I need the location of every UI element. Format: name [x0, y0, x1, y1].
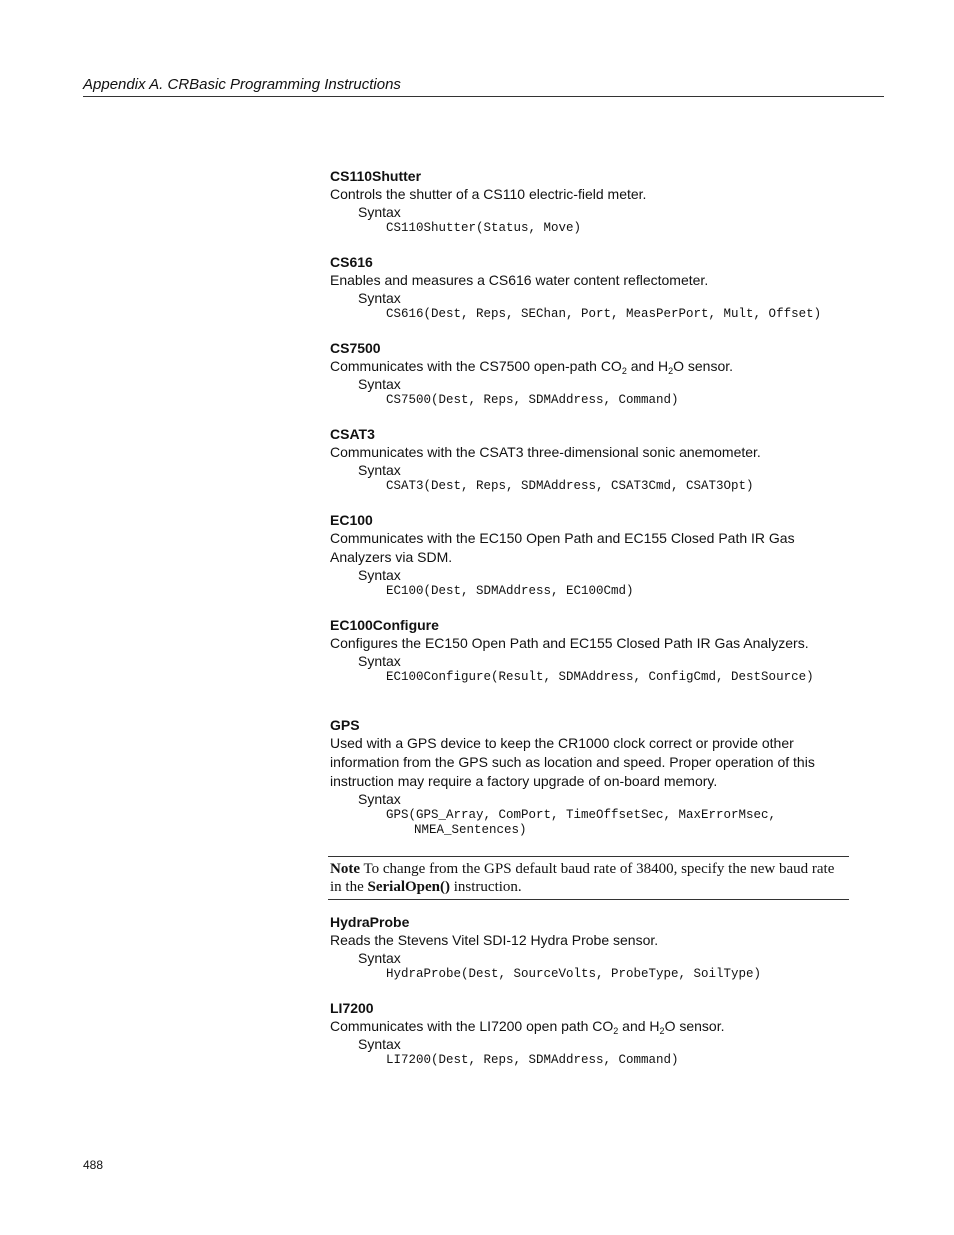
syntax-label: Syntax — [358, 791, 401, 807]
entry-li7200 — [330, 999, 850, 1068]
description-text: O sensor. — [664, 1018, 725, 1034]
syntax-code-continuation: NMEA_Sentences) — [414, 823, 527, 837]
entry-title: CS616 — [330, 254, 373, 270]
entry-csat3 — [330, 425, 850, 494]
syntax-code: LI7200(Dest, Reps, SDMAddress, Command) — [386, 1053, 679, 1067]
note-instruction-ref: SerialOpen() — [367, 879, 450, 895]
entry-description — [330, 1017, 850, 1036]
entry-cs110shutter — [330, 167, 850, 236]
entry-ec100 — [330, 511, 850, 599]
syntax-code: EC100Configure(Result, SDMAddress, ConfigCmd, DestSource) — [386, 670, 814, 684]
page-header — [83, 76, 884, 97]
syntax-label: Syntax — [358, 290, 401, 306]
description-text: and H — [618, 1018, 660, 1034]
entry-title: EC100 — [330, 512, 373, 528]
entry-cs616 — [330, 253, 850, 322]
entry-cs7500 — [330, 339, 850, 408]
syntax-label: Syntax — [358, 204, 401, 220]
subscript: 2 — [668, 366, 674, 376]
syntax-code: CS7500(Dest, Reps, SDMAddress, Command) — [386, 393, 679, 407]
header-title: Appendix A. CRBasic Programming Instructions — [83, 76, 401, 93]
entry-description — [330, 357, 850, 376]
entry-ec100configure — [330, 616, 850, 685]
syntax-label: Syntax — [358, 462, 401, 478]
syntax-code: GPS(GPS_Array, ComPort, TimeOffsetSec, MaxErrorMsec, — [386, 808, 777, 822]
entry-description: Communicates with the EC150 Open Path and EC155 Closed Path IR Gas Analyzers via SDM. — [330, 530, 795, 565]
description-text: and H — [626, 358, 669, 374]
entry-gps — [330, 716, 850, 838]
description-text: O sensor. — [673, 358, 734, 374]
entry-hydraprobe — [330, 913, 850, 982]
page-number: 488 — [83, 1158, 104, 1172]
syntax-code: EC100(Dest, SDMAddress, EC100Cmd) — [386, 584, 634, 598]
entry-description: Controls the shutter of a CS110 electric-field meter. — [330, 186, 647, 202]
entry-title: GPS — [330, 717, 360, 733]
syntax-label: Syntax — [358, 567, 401, 583]
entry-description: Enables and measures a CS616 water content reflectometer. — [330, 272, 709, 288]
syntax-label: Syntax — [358, 653, 401, 669]
syntax-label: Syntax — [358, 1036, 401, 1052]
syntax-label: Syntax — [358, 376, 401, 392]
entry-description: Reads the Stevens Vitel SDI-12 Hydra Probe sensor. — [330, 932, 659, 948]
entry-description: Used with a GPS device to keep the CR1000 clock correct or provide other information from the GPS such as location and speed. Proper operation of this instruction may require a factory upgrade of on-board memory. — [330, 735, 815, 789]
note-box — [328, 856, 849, 900]
entry-description: Communicates with the CSAT3 three-dimensional sonic anemometer. — [330, 444, 761, 460]
syntax-code: CSAT3(Dest, Reps, SDMAddress, CSAT3Cmd, CSAT3Opt) — [386, 479, 754, 493]
syntax-code: CS616(Dest, Reps, SEChan, Port, MeasPerPort, Mult, Offset) — [386, 307, 822, 321]
subscript: 2 — [659, 1026, 665, 1036]
entry-title: EC100Configure — [330, 617, 439, 633]
description-text: Communicates with the LI7200 open path CO — [330, 1018, 614, 1034]
description-text: Communicates with the CS7500 open-path CO — [330, 358, 622, 374]
syntax-label: Syntax — [358, 950, 401, 966]
note-text: To change from the GPS default baud rate of 38400, specify the new baud rate in the — [330, 861, 835, 895]
note-text-end: instruction. — [450, 879, 522, 895]
note-label: Note — [330, 861, 360, 877]
entry-title: LI7200 — [330, 1000, 374, 1016]
syntax-code: HydraProbe(Dest, SourceVolts, ProbeType, SoilType) — [386, 967, 762, 981]
entry-title: CS7500 — [330, 340, 381, 356]
syntax-code: CS110Shutter(Status, Move) — [386, 221, 582, 235]
entry-title: CS110Shutter — [330, 168, 422, 184]
entry-title: CSAT3 — [330, 426, 375, 442]
subscript: 2 — [621, 366, 627, 376]
entry-title: HydraProbe — [330, 914, 410, 930]
instruction-list — [330, 167, 850, 1068]
subscript: 2 — [613, 1026, 619, 1036]
entry-description: Configures the EC150 Open Path and EC155 Closed Path IR Gas Analyzers. — [330, 635, 809, 651]
